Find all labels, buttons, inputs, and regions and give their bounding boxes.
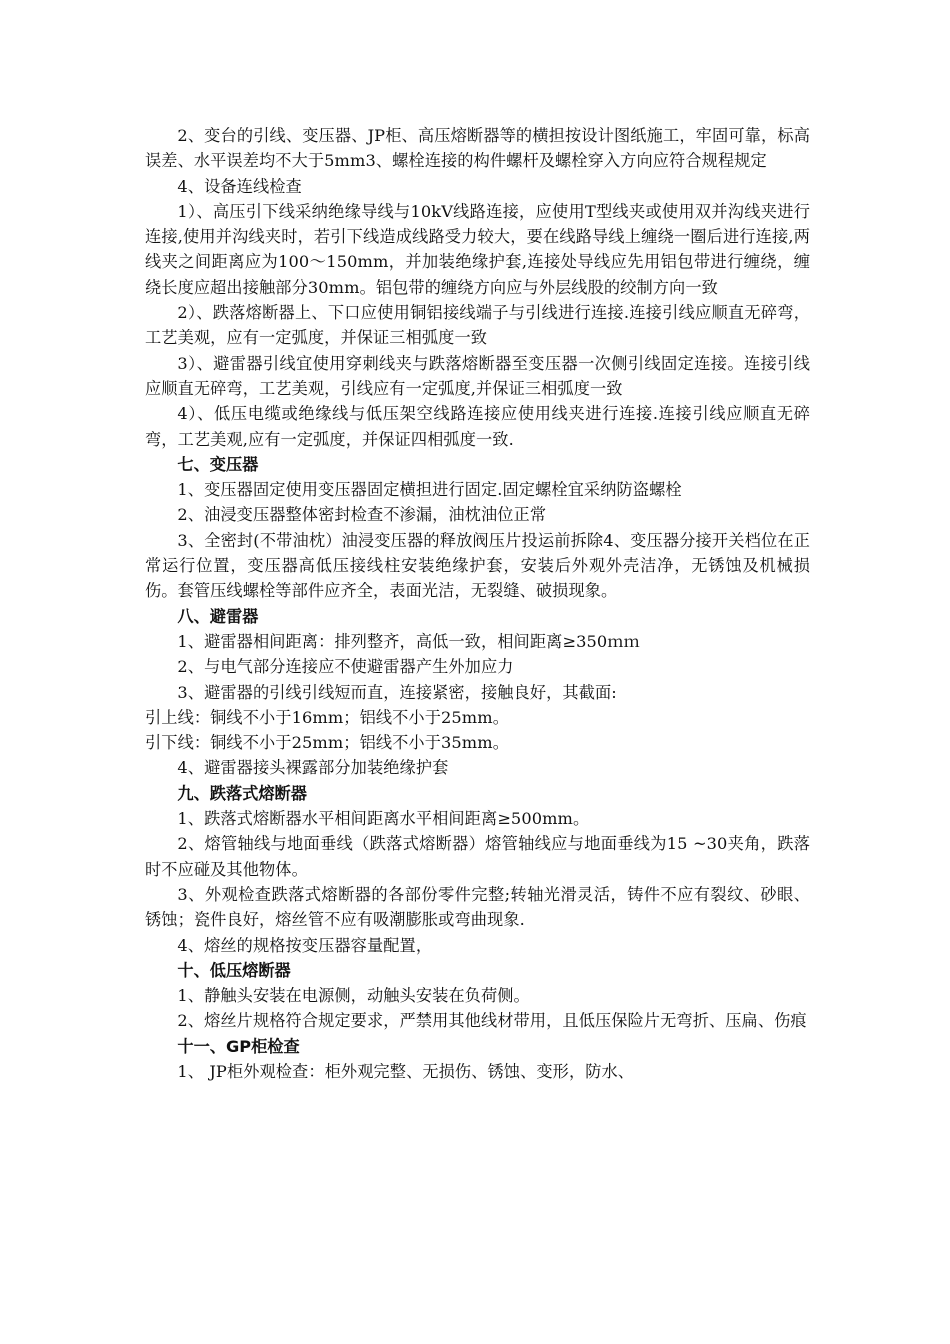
paragraph-downlead-size: 引下线：铜线不小于25mm；铝线不小于35mm。 xyxy=(145,733,509,753)
paragraph-contact-installation: 1、静触头安装在电源侧，动触头安装在负荷侧。 xyxy=(177,986,530,1006)
paragraph-transformer-sealed-type: 3、全密封(不带油枕）油浸变压器的释放阀压片投运前拆除4、变压器分接开关档位在正常运行位置，变压器高低压接线柱安装绝缘护套，安装后外观外壳洁净，无锈蚀及机械损伤。套管压线螺栓等部件应齐全，表面光洁，无裂缝、破损现象。 xyxy=(145,530,810,601)
paragraph-transformer-fixing: 1、变压器固定使用变压器固定横担进行固定.固定螺栓宜采纳防盗螺栓 xyxy=(177,480,682,500)
document-body xyxy=(145,123,810,1084)
paragraph-drop-fuse-wiring: 2）、跌落熔断器上、下口应使用铜铝接线端子与引线进行连接.连接引线应顺直无碎弯，工艺美观，应有一定弧度，并保证三相弧度一致 xyxy=(145,303,810,348)
paragraph-arrester-insulation: 4、避雷器接头裸露部分加装绝缘护套 xyxy=(177,758,449,778)
paragraph-fuse-spacing: 1、跌落式熔断器水平相间距离水平相间距离≥500mm。 xyxy=(177,809,590,829)
heading-transformer: 七、变压器 xyxy=(177,454,259,474)
paragraph-arrester-spacing: 1、避雷器相间距离：排列整齐，高低一致，相间距离≥350ｍｍ xyxy=(177,631,640,651)
paragraph-equipment-wiring-check: 4、设备连线检查 xyxy=(177,176,302,196)
paragraph-lv-cable: 4）、低压电缆或绝缘线与低压架空线路连接应使用线夹进行连接.连接引线应顺直无碎弯，工艺美观,应有一定弧度，并保证四相弧度一致. xyxy=(145,404,810,449)
paragraph-uplead-size: 引上线：铜线不小于16mm；铝线不小于25mm。 xyxy=(145,707,509,727)
paragraph-fuse-angle: 2、熔管轴线与地面垂线（跌落式熔断器）熔管轴线应与地面垂线为15 ~30夹角，跌落时不应碰及其他物体。 xyxy=(145,834,810,879)
paragraph-arrester-stress: 2、与电气部分连接应不使避雷器产生外加应力 xyxy=(177,657,514,677)
paragraph-hv-downlead: 1）、高压引下线采纳绝缘导线与10kV线路连接，应使用T型线夹或使用双并沟线夹进行连接,使用并沟线夹时，若引下线造成线路受力较大，要在线路导线上缠绕一圈后进行连接,两线夹之间距离应为100～150mm，并加装绝缘护套,连接处导线应先用铝包带进行缠绕，缠绕长度应超出接触部分30mm。铝包带的缠绕方向应与外层线股的绞制方向一致 xyxy=(145,201,810,297)
heading-lightning-arrester: 八、避雷器 xyxy=(177,606,259,626)
heading-lv-fuse: 十、低压熔断器 xyxy=(177,960,291,980)
paragraph-arrester-lead-section: 3、避雷器的引线引线短而直，连接紧密，接触良好，其截面: xyxy=(177,682,617,702)
heading-gp-cabinet-check: 十一、GP柜检查 xyxy=(177,1036,300,1056)
paragraph-crossarm-installation: 2、变台的引线、变压器、JP柜、高压熔断器等的横担按设计图纸施工，牢固可靠，标高误差、水平误差均不大于5mm3、螺栓连接的构件螺杆及螺栓穿入方向应符合规程规定 xyxy=(145,126,810,171)
paragraph-transformer-seal: 2、油浸变压器整体密封检查不渗漏，油枕油位正常 xyxy=(177,505,547,525)
heading-drop-out-fuse: 九、跌落式熔断器 xyxy=(177,783,307,803)
paragraph-arrester-lead: 3）、避雷器引线宜使用穿刺线夹与跌落熔断器至变压器一次侧引线固定连接。连接引线应顺直无碎弯，工艺美观，引线应有一定弧度,并保证三相弧度一致 xyxy=(145,353,810,398)
paragraph-fuse-strip-spec: 2、熔丝片规格符合规定要求，严禁用其他线材带用，且低压保险片无弯折、压扁、伤痕 xyxy=(177,1011,807,1031)
paragraph-fuse-rating: 4、熔丝的规格按变压器容量配置， xyxy=(177,935,433,955)
paragraph-jp-cabinet-appearance: 1、 JP柜外观检查：柜外观完整、无损伤、锈蚀、变形，防水、 xyxy=(177,1061,635,1081)
paragraph-fuse-appearance: 3、外观检查跌落式熔断器的各部份零件完整;转轴光滑灵活，铸件不应有裂纹、砂眼、锈蚀；瓷件良好，熔丝管不应有吸潮膨胀或弯曲现象. xyxy=(145,884,810,930)
